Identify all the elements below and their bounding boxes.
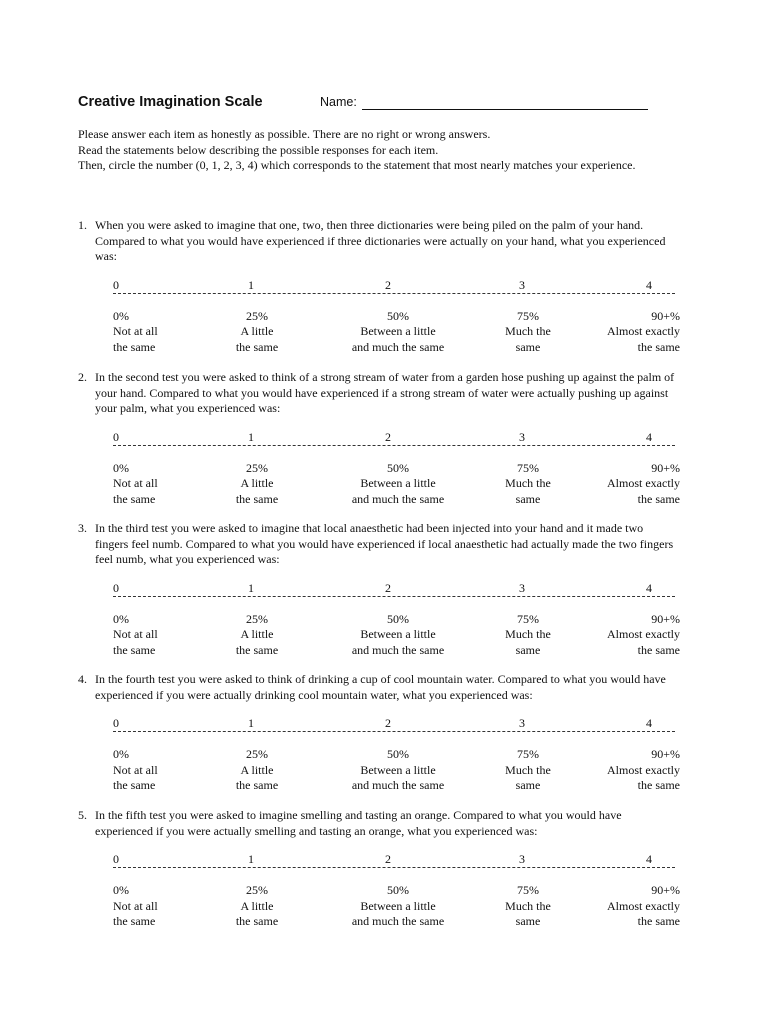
scale-option-1[interactable]: 1 <box>248 852 254 866</box>
scale-desc: same <box>515 914 541 928</box>
scale-desc: the same <box>113 778 156 792</box>
scale-desc: A little <box>240 476 274 490</box>
scale-desc: the same <box>235 339 279 354</box>
scale-desc: and much the same <box>351 491 445 506</box>
scale-desc: same <box>515 642 541 657</box>
scale-percent: 90+% <box>651 611 680 626</box>
scale-percent: 50% <box>387 747 409 761</box>
scale-desc: Much the <box>505 324 551 338</box>
scale-desc: the same <box>113 642 156 657</box>
scale-label-1 <box>218 461 296 508</box>
scale-label-3 <box>488 309 568 356</box>
scale-desc: Not at all <box>113 898 158 913</box>
instructions <box>78 127 648 174</box>
question-text <box>78 218 675 265</box>
scale-option-4[interactable]: 4 <box>646 716 652 730</box>
scale-percent: 0% <box>113 308 129 323</box>
scale-label-2 <box>333 461 463 508</box>
scale-percent: 75% <box>517 747 539 761</box>
question-prompt: In the third test you were asked to imagine that local anaesthetic had been injected into your hand and it made two fingers feel numb. Compared to what you would have experienced if local anaesthetic had actually made the two fingers feel numb, what you experienced was: <box>95 521 674 566</box>
question-text <box>78 370 675 417</box>
response-scale <box>78 429 688 506</box>
scale-divider <box>113 445 675 446</box>
response-scale <box>78 277 688 354</box>
scale-percent: 90+% <box>651 883 680 897</box>
scale-divider <box>113 867 675 868</box>
scale-percent: 50% <box>387 308 409 323</box>
scale-desc: Between a little <box>360 627 436 641</box>
scale-label-4 <box>558 747 680 794</box>
question-text <box>78 521 675 568</box>
scale-label-1 <box>218 883 296 930</box>
scale-option-4[interactable]: 4 <box>646 429 652 444</box>
scale-percent: 0% <box>113 883 129 897</box>
scale-label-0 <box>113 883 158 930</box>
instruction-line: Please answer each item as honestly as possible. There are no right or wrong answers. <box>78 127 491 141</box>
scale-desc: Not at all <box>113 476 158 490</box>
scale-divider <box>113 293 675 294</box>
scale-option-2[interactable]: 2 <box>385 580 391 595</box>
scale-label-4 <box>558 309 680 356</box>
scale-label-3 <box>488 461 568 508</box>
scale-desc: Not at all <box>113 627 158 641</box>
scale-percent: 0% <box>113 747 129 761</box>
scale-divider <box>113 596 675 597</box>
name-label: Name: <box>320 95 357 109</box>
scale-label-0 <box>113 309 158 356</box>
scale-desc: Much the <box>505 898 551 913</box>
scale-percent: 50% <box>387 883 409 897</box>
scale-desc: Between a little <box>360 762 436 777</box>
scale-option-4[interactable]: 4 <box>646 580 652 595</box>
scale-desc: Almost exactly <box>607 324 680 338</box>
scale-option-1[interactable]: 1 <box>248 429 254 444</box>
scale-desc: the same <box>637 642 680 657</box>
scale-desc: same <box>515 491 541 506</box>
scale-label-1 <box>218 612 296 659</box>
scale-desc: Between a little <box>360 324 436 338</box>
scale-desc: and much the same <box>351 339 445 354</box>
scale-desc: A little <box>240 627 274 641</box>
question-prompt: In the fourth test you were asked to think of drinking a cup of cool mountain water. Compared to what you would have experienced if you were actually drinking cool mountain water, what you experienced was: <box>95 672 666 702</box>
scale-percent: 75% <box>517 883 539 897</box>
response-scale <box>78 852 688 928</box>
scale-desc: the same <box>113 914 156 928</box>
question-prompt: In the fifth test you were asked to imagine smelling and tasting an orange. Compared to what you would have experienced if you were actually smelling and tasting an orange, what you experienced was: <box>95 808 622 838</box>
scale-percent: 25% <box>246 460 268 475</box>
question-number: 3. <box>78 521 87 535</box>
question-1 <box>78 218 688 354</box>
scale-divider <box>113 731 675 732</box>
scale-option-0[interactable]: 0 <box>113 277 119 292</box>
scale-label-0 <box>113 747 158 794</box>
response-scale <box>78 716 688 792</box>
scale-label-3 <box>488 883 568 930</box>
scale-option-4[interactable]: 4 <box>646 277 652 292</box>
scale-percent: 75% <box>517 460 539 475</box>
scale-option-3[interactable]: 3 <box>519 716 525 730</box>
scale-desc: Almost exactly <box>607 476 680 490</box>
scale-option-1[interactable]: 1 <box>248 716 254 730</box>
scale-percent: 25% <box>246 883 268 897</box>
scale-desc: and much the same <box>351 778 445 792</box>
scale-desc: the same <box>235 914 279 928</box>
response-scale <box>78 580 688 657</box>
scale-percent: 90+% <box>651 747 680 761</box>
scale-percent: 25% <box>246 747 268 761</box>
scale-option-2[interactable]: 2 <box>385 429 391 444</box>
question-number: 4. <box>78 672 87 686</box>
scale-desc: Not at all <box>113 762 158 777</box>
scale-desc: A little <box>240 324 274 338</box>
scale-label-4 <box>558 612 680 659</box>
scale-option-2[interactable]: 2 <box>385 852 391 866</box>
header <box>78 94 678 114</box>
scale-desc: the same <box>637 491 680 506</box>
instruction-line: Read the statements below describing the possible responses for each item. <box>78 142 439 157</box>
scale-label-1 <box>218 309 296 356</box>
scale-desc: same <box>515 339 541 354</box>
scale-option-0[interactable]: 0 <box>113 716 119 730</box>
question-5 <box>78 808 688 928</box>
scale-desc: the same <box>235 491 279 506</box>
question-number: 5. <box>78 808 87 822</box>
scale-label-1 <box>218 747 296 794</box>
scale-option-1[interactable]: 1 <box>248 277 254 292</box>
scale-label-2 <box>333 309 463 356</box>
scale-desc: Not at all <box>113 324 158 338</box>
question-3 <box>78 521 688 657</box>
scale-option-2[interactable]: 2 <box>385 277 391 292</box>
scale-percent: 25% <box>246 611 268 626</box>
scale-desc: Between a little <box>360 476 436 490</box>
scale-option-3[interactable]: 3 <box>519 277 525 292</box>
scale-label-3 <box>488 612 568 659</box>
name-field[interactable] <box>362 109 648 110</box>
scale-desc: Almost exactly <box>607 627 680 641</box>
scale-desc: and much the same <box>351 914 445 928</box>
scale-percent: 50% <box>387 611 409 626</box>
scale-label-3 <box>488 747 568 794</box>
scale-percent: 90+% <box>651 308 680 323</box>
scale-desc: Much the <box>505 762 551 777</box>
question-prompt: In the second test you were asked to think of a strong stream of water from a garden hose pushing up against the palm of your hand. Compared to what you would have experienced if a strong stream of water were actually pushing up against your palm, what you experienced was: <box>95 370 675 415</box>
page-title: Creative Imagination Scale <box>78 94 263 110</box>
question-2 <box>78 370 688 506</box>
question-number: 2. <box>78 370 87 384</box>
scale-option-0[interactable]: 0 <box>113 852 119 866</box>
scale-percent: 50% <box>387 460 409 475</box>
scale-option-3[interactable]: 3 <box>519 852 525 866</box>
scale-desc: same <box>515 778 541 792</box>
scale-label-0 <box>113 461 158 508</box>
scale-percent: 0% <box>113 611 129 626</box>
scale-desc: Almost exactly <box>607 898 680 913</box>
scale-desc: A little <box>240 898 274 913</box>
scale-option-0[interactable]: 0 <box>113 429 119 444</box>
scale-desc: the same <box>113 491 156 506</box>
scale-desc: the same <box>113 339 156 354</box>
scale-desc: the same <box>637 778 680 792</box>
scale-desc: Almost exactly <box>607 762 680 777</box>
scale-label-4 <box>558 883 680 930</box>
question-text <box>78 672 675 703</box>
scale-desc: the same <box>637 339 680 354</box>
scale-desc: A little <box>240 762 274 777</box>
scale-desc: the same <box>235 642 279 657</box>
question-4 <box>78 672 688 792</box>
scale-label-2 <box>333 612 463 659</box>
scale-percent: 0% <box>113 460 129 475</box>
scale-label-4 <box>558 461 680 508</box>
scale-desc: and much the same <box>351 642 445 657</box>
scale-percent: 75% <box>517 308 539 323</box>
scale-label-0 <box>113 612 158 659</box>
scale-option-3[interactable]: 3 <box>519 580 525 595</box>
scale-option-3[interactable]: 3 <box>519 429 525 444</box>
scale-desc: Between a little <box>360 898 436 913</box>
scale-percent: 75% <box>517 611 539 626</box>
question-text <box>78 808 675 839</box>
scale-label-2 <box>333 747 463 794</box>
scale-desc: the same <box>637 914 680 928</box>
scale-percent: 90+% <box>651 460 680 475</box>
instruction-line: Then, circle the number (0, 1, 2, 3, 4) which corresponds to the statement that most nearly matches your experience. <box>78 158 636 172</box>
question-prompt: When you were asked to imagine that one, two, then three dictionaries were being piled on the palm of your hand. Compared to what you would have experienced if three dictionaries were actually on your hand, what you experienced was: <box>95 218 666 263</box>
scale-percent: 25% <box>246 308 268 323</box>
scale-option-1[interactable]: 1 <box>248 580 254 595</box>
scale-option-4[interactable]: 4 <box>646 852 652 866</box>
scale-desc: Much the <box>505 476 551 490</box>
scale-label-2 <box>333 883 463 930</box>
scale-desc: the same <box>235 778 279 792</box>
scale-option-0[interactable]: 0 <box>113 580 119 595</box>
scale-option-2[interactable]: 2 <box>385 716 391 730</box>
question-number: 1. <box>78 218 87 232</box>
scale-desc: Much the <box>505 627 551 641</box>
